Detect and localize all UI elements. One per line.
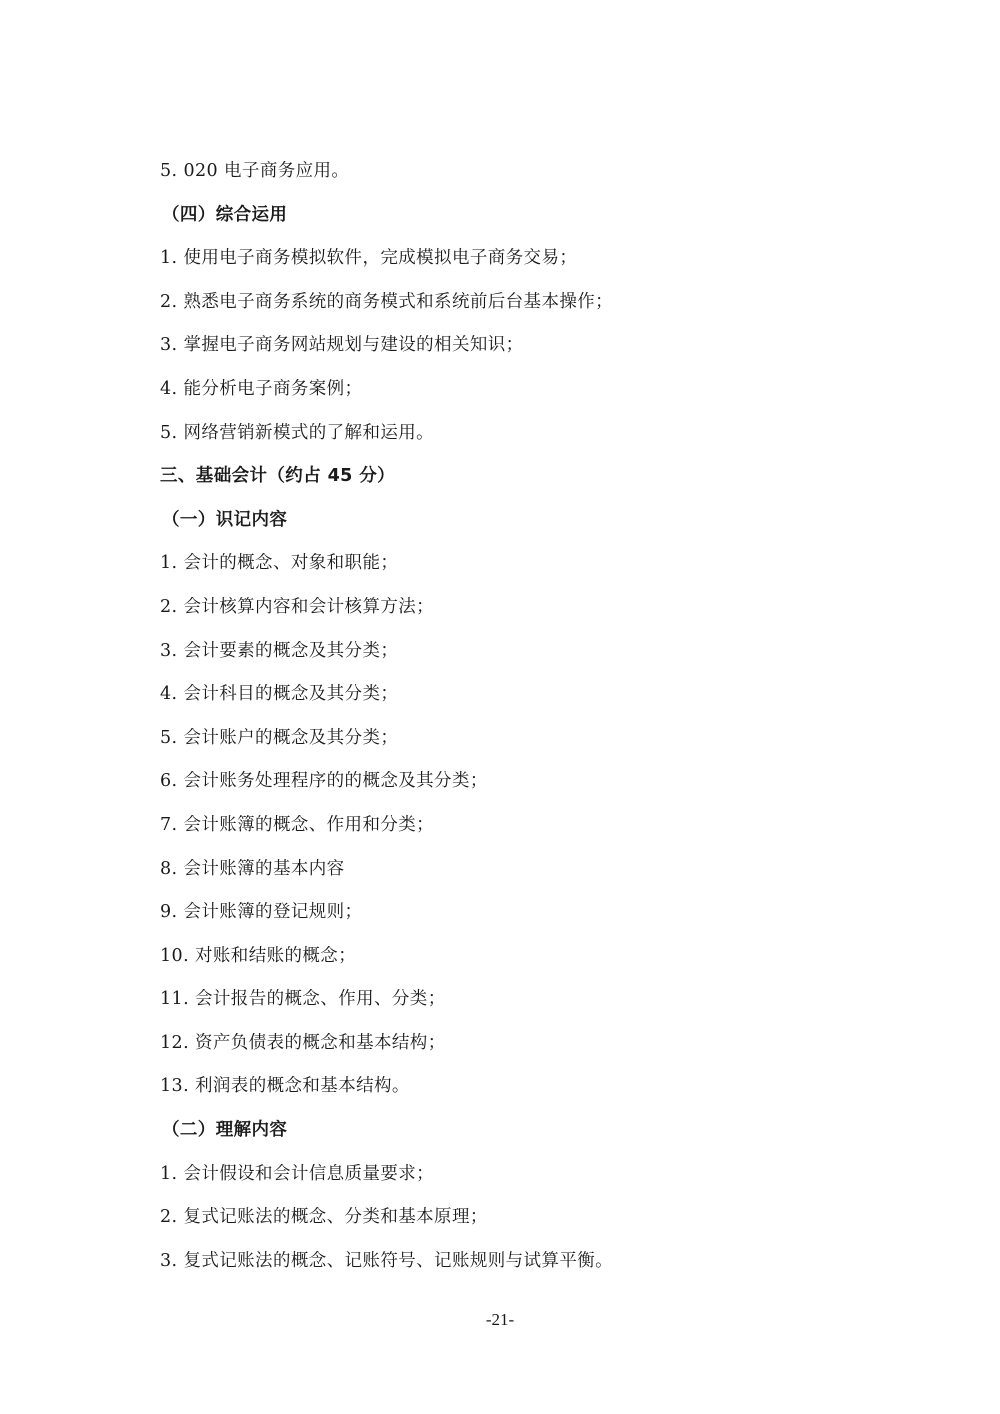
list-item: 1. 使用电子商务模拟软件，完成模拟电子商务交易； [160, 248, 578, 269]
list-item: 9. 会计账簿的登记规则； [160, 902, 363, 923]
list-item: 3. 会计要素的概念及其分类； [160, 640, 399, 661]
list-item: 3. 掌握电子商务网站规划与建设的相关知识； [160, 335, 524, 356]
list-item: 2. 会计核算内容和会计核算方法； [160, 596, 435, 617]
list-item: 1. 会计假设和会计信息质量要求； [160, 1163, 435, 1184]
list-item: 13. 利润表的概念和基本结构。 [160, 1076, 410, 1097]
list-item: 1. 会计的概念、对象和职能； [160, 553, 399, 574]
page-content [160, 150, 860, 1283]
list-item: 7. 会计账簿的概念、作用和分类； [160, 814, 435, 835]
list-item: 2. 熟悉电子商务系统的商务模式和系统前后台基本操作； [160, 291, 614, 312]
page-number: -21- [485, 1310, 515, 1329]
list-item: 5. 网络营销新模式的了解和运用。 [160, 422, 435, 443]
list-item: 8. 会计账簿的基本内容 [160, 858, 345, 879]
section-subheading: （四）综合运用 [162, 204, 288, 225]
list-item: 11. 会计报告的概念、作用、分类； [160, 989, 446, 1010]
section-heading: 三、基础会计（约占 45 分） [160, 466, 396, 487]
list-item: 4. 能分析电子商务案例； [160, 378, 363, 399]
list-item: 12. 资产负债表的概念和基本结构； [160, 1032, 446, 1053]
section-subheading: （二）理解内容 [162, 1120, 288, 1141]
list-item: 2. 复式记账法的概念、分类和基本原理； [160, 1207, 488, 1228]
list-item: 5. 020 电子商务应用。 [160, 161, 350, 181]
section-subheading: （一）识记内容 [162, 509, 288, 530]
list-item: 6. 会计账务处理程序的的概念及其分类； [160, 771, 488, 792]
list-item: 3. 复式记账法的概念、记账符号、记账规则与试算平衡。 [160, 1250, 614, 1271]
list-item: 10. 对账和结账的概念； [160, 945, 357, 966]
list-item: 4. 会计科目的概念及其分类； [160, 684, 399, 705]
list-item: 5. 会计账户的概念及其分类； [160, 727, 399, 748]
